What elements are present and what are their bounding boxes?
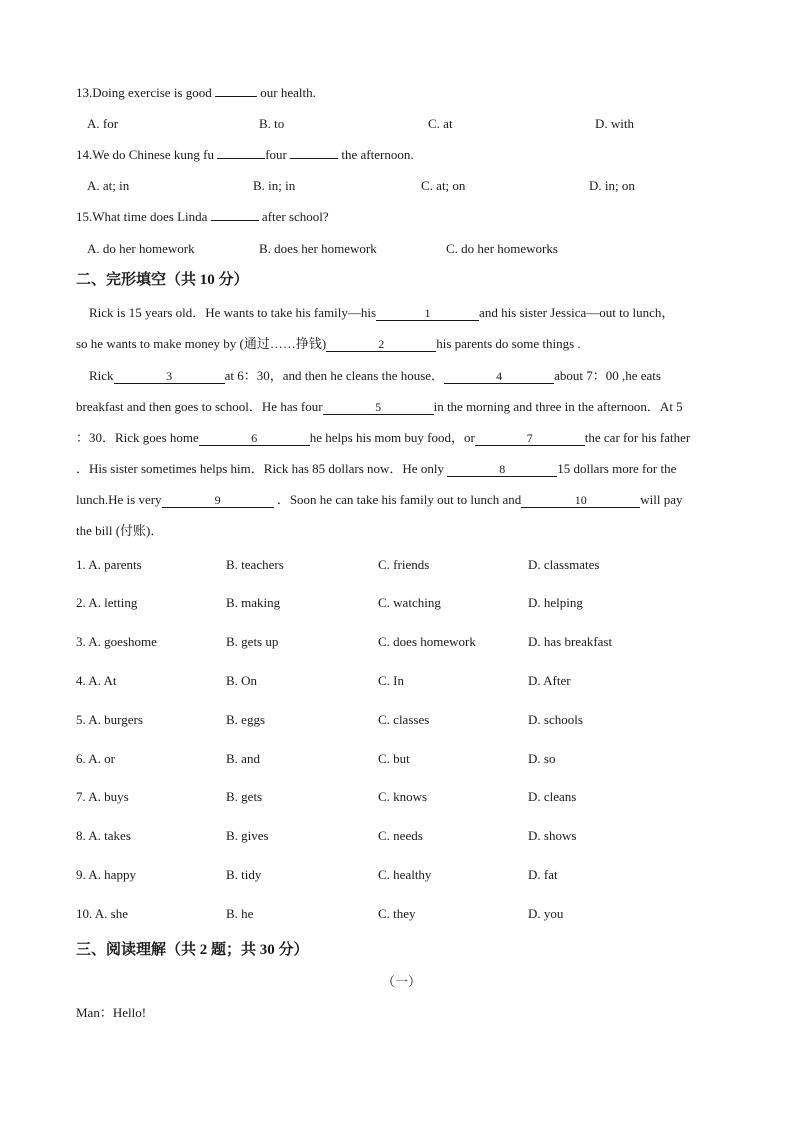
cloze-blank: 2	[326, 338, 436, 352]
passage-text: ：30．Rick goes home	[76, 430, 199, 445]
passage-text: and his sister Jessica—out to lunch，	[479, 305, 675, 320]
cloze-option: D. After	[528, 673, 571, 688]
cloze-option: B. gives	[226, 828, 269, 843]
cloze-blank: 4	[444, 370, 554, 384]
cloze-option: D. schools	[528, 712, 583, 727]
cloze-option: C. In	[378, 673, 404, 688]
cloze-blank: 3	[114, 370, 225, 384]
passage-text: 15 dollars more for the	[557, 461, 677, 476]
cloze-option: C. but	[378, 751, 410, 766]
section-heading: 三、阅读理解（共 2 题；共 30 分）	[76, 942, 309, 958]
cloze-option: B. and	[226, 751, 260, 766]
question-stem: our health.	[260, 85, 316, 100]
passage-text: Rick is 15 years old．He wants to take his family—his	[89, 305, 377, 320]
cloze-option: 9. A. happy	[76, 867, 136, 882]
option: C. do her homeworks	[446, 241, 558, 256]
question-15	[76, 209, 329, 225]
cloze-option: 4. A. At	[76, 673, 117, 688]
question-stem: 13.Doing exercise is good	[76, 85, 212, 100]
option: B. to	[259, 116, 285, 131]
passage-line	[76, 489, 683, 508]
cloze-option: C. watching	[378, 595, 441, 610]
passage-text: breakfast and then goes to school．He has four	[76, 399, 323, 414]
passage-line	[76, 458, 676, 477]
option: C. at	[428, 116, 453, 131]
option: B. in; in	[253, 178, 296, 193]
cloze-option: D. cleans	[528, 789, 577, 804]
answer-blank	[217, 158, 265, 159]
passage-line	[76, 333, 581, 352]
cloze-option: B. he	[226, 906, 254, 921]
cloze-option: 7. A. buys	[76, 789, 129, 804]
answer-blank	[215, 96, 257, 97]
cloze-option: C. they	[378, 906, 416, 921]
passage-text: ．Soon he can take his family out to lunch and	[276, 492, 522, 507]
cloze-option: C. friends	[378, 557, 430, 572]
passage-text: the car for his father	[584, 430, 691, 445]
cloze-blank: 5	[323, 401, 434, 415]
cloze-option: 3. A. goeshome	[76, 634, 157, 649]
passage-text: ．His sister sometimes helps him．Rick has 85 dollars now．He only	[76, 461, 444, 476]
cloze-blank: 1	[376, 307, 479, 321]
cloze-option: D. so	[528, 751, 556, 766]
cloze-option: C. does homework	[378, 634, 476, 649]
passage-text: Rick	[89, 368, 114, 383]
passage-line	[89, 302, 674, 321]
cloze-option: D. helping	[528, 595, 583, 610]
passage-text: will pay	[640, 492, 683, 507]
question-stem: 15.What time does Linda	[76, 209, 208, 224]
cloze-option: C. knows	[378, 789, 428, 804]
cloze-option: 8. A. takes	[76, 828, 131, 843]
passage-line: the bill (付账)．	[76, 523, 164, 538]
passage-text: he helps his mom buy food，or	[309, 430, 475, 445]
passage-text: his parents do some things .	[436, 336, 581, 351]
passage-line	[89, 365, 661, 384]
cloze-option: 10. A. she	[76, 906, 128, 921]
cloze-option: D. classmates	[528, 557, 600, 572]
question-stem: 14.We do Chinese kung fu	[76, 147, 214, 162]
cloze-blank: 9	[162, 494, 274, 508]
cloze-option: D. fat	[528, 867, 558, 882]
cloze-option: C. healthy	[378, 867, 432, 882]
cloze-option: B. teachers	[226, 557, 284, 572]
cloze-option: C. needs	[378, 828, 423, 843]
cloze-blank: 7	[475, 432, 585, 446]
cloze-option: 2. A. letting	[76, 595, 138, 610]
passage-text: at 6：30，and then he cleans the house．	[224, 368, 445, 383]
cloze-option: C. classes	[378, 712, 430, 727]
answer-blank	[290, 158, 338, 159]
option: A. for	[87, 116, 119, 131]
option: D. in; on	[589, 178, 635, 193]
cloze-blank: 6	[199, 432, 310, 446]
cloze-option: D. has breakfast	[528, 634, 613, 649]
option: A. do her homework	[87, 241, 195, 256]
option: B. does her homework	[259, 241, 377, 256]
cloze-blank: 8	[447, 463, 557, 477]
question-14	[76, 147, 414, 163]
cloze-option: 1. A. parents	[76, 557, 142, 572]
option: A. at; in	[87, 178, 130, 193]
question-stem: the afternoon.	[341, 147, 414, 162]
cloze-option: B. tidy	[226, 867, 262, 882]
cloze-option: D. shows	[528, 828, 577, 843]
passage-text: lunch.He is very	[76, 492, 162, 507]
answer-blank	[211, 220, 259, 221]
passage-line	[76, 396, 683, 415]
section-heading: 二、完形填空（共 10 分）	[76, 272, 249, 288]
cloze-option: B. gets up	[226, 634, 279, 649]
cloze-blank: 10	[521, 494, 640, 508]
passage-text: so he wants to make money by (通过……挣钱)	[76, 336, 327, 351]
passage-text: in the morning and three in the afternoon．At 5	[433, 399, 683, 414]
cloze-option: B. gets	[226, 789, 263, 804]
option: C. at; on	[421, 178, 466, 193]
cloze-option: B. eggs	[226, 712, 265, 727]
subsection-label: （一）	[382, 974, 422, 989]
question-stem: after school?	[261, 209, 329, 224]
cloze-option: 6. A. or	[76, 751, 115, 766]
cloze-option: B. making	[226, 595, 281, 610]
dialogue-line: Man：Hello!	[76, 1005, 147, 1020]
cloze-option: B. On	[226, 673, 258, 688]
cloze-option: 5. A. burgers	[76, 712, 143, 727]
passage-line	[76, 427, 690, 446]
option: D. with	[595, 116, 634, 131]
question-13	[76, 85, 316, 101]
passage-text: about 7：00 ,he eats	[554, 368, 661, 383]
question-stem: four	[265, 147, 287, 162]
cloze-option: D. you	[528, 906, 564, 921]
